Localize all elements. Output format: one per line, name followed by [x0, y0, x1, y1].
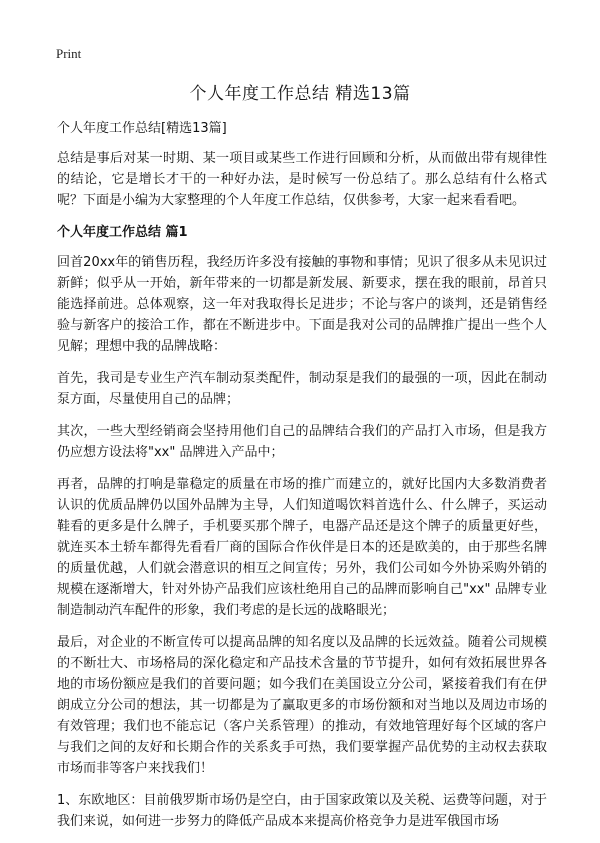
- paragraph: 最后，对企业的不断宣传可以提高品牌的知名度以及品牌的长远效益。随着公司规模的不断壮大、市场格局的深化稳定和产品技术含量的节节提升，如何有效拓展世界各地的市场份额应是我们的首要问题；如今我们在美国设立分公司，紧接着我们有在伊朗成立分公司的想法，其一切都是为了赢取更多的市场份额和对当地以及周边市场的有效管理；我们也不能忘记（客户关系管理）的推动，有效地管理好每个区域的客户与我们之间的友好和长期合作的关系炙手可热，我们要掌握产品优势的主动权去获取市场而非等客户来找我们！: [57, 635, 547, 776]
- article-body: [57, 118, 547, 843]
- paragraph: 1、东欧地区：目前俄罗斯市场仍是空白，由于国家政策以及关税、运费等问题，对于我们来说，如何进一步努力的降低产品成本来提高价格竞争力是进军俄国市场: [57, 793, 547, 829]
- intro-paragraph: 总结是事后对某一时期、某一项目或某些工作进行回顾和分析，从而做出带有规律性的结论，它是增长才干的一种好办法，是时候写一份总结了。那么总结有什么格式呢？下面是小编为大家整理的个人年度工作总结，仅供参考，大家一起来看看吧。: [57, 151, 547, 208]
- paragraph: 首先，我司是专业生产汽车制动泵类配件，制动泵是我们的最强的一项，因此在制动泵方面，尽量使用自己的品牌；: [57, 371, 547, 407]
- page-title: 个人年度工作总结 精选13篇: [189, 84, 411, 104]
- paragraph: 再者，品牌的打响是靠稳定的质量在市场的推广而建立的，就好比国内大多数消费者认识的优质品牌仍以国外品牌为主导，人们知道喝饮料首选什么、什么牌子，买运动鞋看的更多是什么牌子，手机要买那个牌子，电器产品还是这个牌子的质量更好些，就连买本土轿车都得先看看厂商的国际合作伙伴是日本的还是欧美的，由于那些名牌的质量优越，人们就会潜意识的相互之间宣传；另外，我们公司如今外协采购外销的规模在逐渐增大，针对外协产品我们应该杜绝用自己的品牌而影响自己"xx" 品牌专业制造制动汽车配件的形象，我们考虑的是长远的战略眼光；: [57, 477, 547, 618]
- article-subtitle: 个人年度工作总结[精选13篇]: [57, 121, 227, 136]
- paragraph: 回首20xx年的销售历程，我经历许多没有接触的事物和事情；见识了很多从未见识过新鲜；似乎从一开始，新年带来的一切都是新发展、新要求，摆在我的眼前，昂首只能选择前进。总体观察，这一年对我取得长足进步；不论与客户的谈判，还是销售经验与新客户的接洽工作，都在不断进步中。下面是我对公司的品牌推广提出一些个人见解；理想中我的品牌战略：: [57, 255, 547, 354]
- paragraph: 其次，一些大型经销商会坚持用他们自己的品牌结合我们的产品打入市场，但是我方仍应想方设法将"xx" 品牌进入产品中；: [57, 424, 547, 460]
- print-link[interactable]: Print: [56, 46, 82, 61]
- section-heading: 个人年度工作总结 篇1: [57, 225, 188, 240]
